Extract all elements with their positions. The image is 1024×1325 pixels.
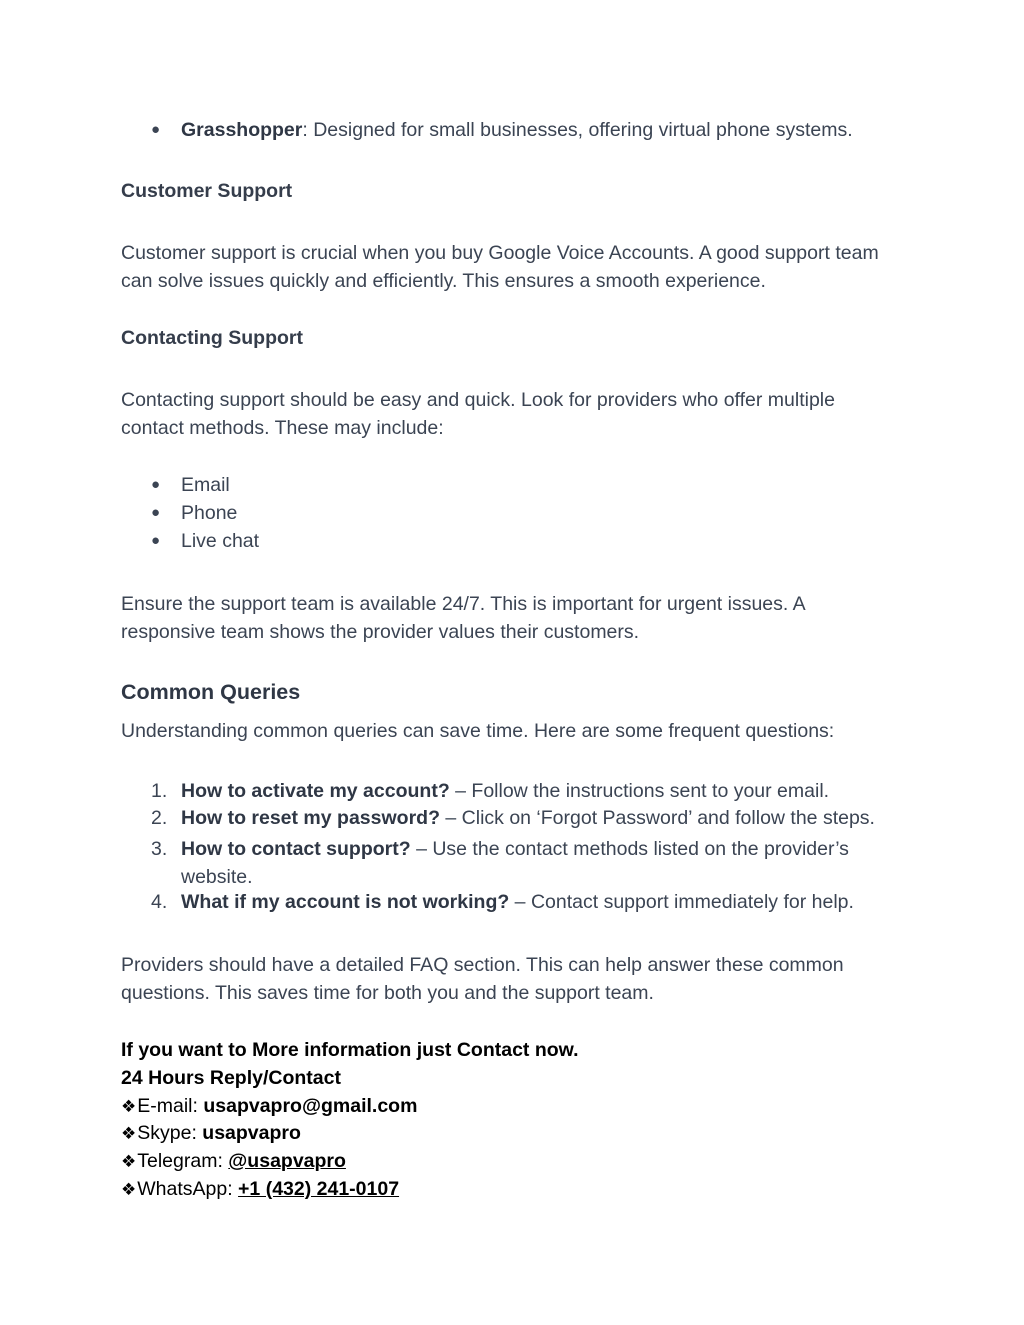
contact-hours: 24 Hours Reply/Contact: [121, 1067, 341, 1089]
telegram-link[interactable]: @usapvapro: [228, 1150, 346, 1172]
query-question: What if my account is not working?: [181, 891, 510, 913]
list-item: [151, 474, 230, 497]
diamond-bullet-icon: ❖: [121, 1152, 137, 1172]
list-item: [151, 807, 875, 830]
contact-method-email: Email: [181, 474, 230, 496]
bullet-text: : Designed for small businesses, offering virtual phone systems.: [302, 119, 853, 141]
list-number: 3.: [151, 838, 168, 860]
section-heading-customer-support: Customer Support: [121, 180, 293, 202]
diamond-bullet-icon: ❖: [121, 1124, 137, 1144]
skype-label: Skype:: [137, 1122, 203, 1144]
query-answer: – Click on ‘Forgot Password’ and follow the steps.: [439, 807, 875, 829]
list-number: 2.: [151, 807, 168, 829]
query-answer: – Use the contact methods listed on the provider’s website.: [181, 838, 849, 888]
contact-method-live-chat: Live chat: [181, 530, 260, 552]
list-item: [151, 502, 237, 525]
bullet-icon: ●: [151, 476, 161, 493]
contact-whatsapp-row: [121, 1178, 399, 1201]
section-heading-common-queries: Common Queries: [121, 680, 301, 704]
bullet-icon: ●: [151, 532, 161, 549]
list-number: 4.: [151, 891, 168, 913]
whatsapp-label: WhatsApp:: [137, 1178, 239, 1200]
skype-value: usapvapro: [202, 1122, 301, 1144]
contact-skype-row: [121, 1122, 301, 1145]
contact-email-row: [121, 1095, 417, 1118]
bullet-icon: ●: [151, 121, 161, 138]
list-item: [151, 780, 829, 803]
contacting-support-paragraph: Contacting support should be easy and quick. Look for providers who offer multiple contact methods. These may include:: [121, 389, 835, 439]
query-answer: – Contact support immediately for help.: [509, 891, 854, 913]
faq-paragraph: Providers should have a detailed FAQ section. This can help answer these common questions. This saves time for both you and the support team.: [121, 954, 844, 1004]
list-item: [151, 835, 871, 891]
customer-support-paragraph: Customer support is crucial when you buy Google Voice Accounts. A good support team can solve issues quickly and efficiently. This ensures a smooth experience.: [121, 242, 879, 292]
query-answer: – Follow the instructions sent to your email.: [449, 780, 830, 802]
telegram-label: Telegram:: [137, 1150, 229, 1172]
list-number: 1.: [151, 780, 168, 802]
bullet-term: Grasshopper: [181, 119, 303, 141]
diamond-bullet-icon: ❖: [121, 1097, 137, 1117]
query-question: How to reset my password?: [181, 807, 440, 829]
query-question: How to activate my account?: [181, 780, 450, 802]
list-item: [151, 119, 853, 142]
section-heading-contacting-support: Contacting Support: [121, 327, 303, 349]
email-label: E-mail:: [137, 1095, 204, 1117]
list-item: [151, 530, 259, 553]
contact-callout: If you want to More information just Contact now.: [121, 1039, 579, 1061]
availability-paragraph: Ensure the support team is available 24/7. This is important for urgent issues. A responsive team shows the provider values their customers.: [121, 593, 805, 643]
common-queries-intro: Understanding common queries can save time. Here are some frequent questions:: [121, 720, 835, 742]
diamond-bullet-icon: ❖: [121, 1180, 137, 1200]
contact-method-phone: Phone: [181, 502, 238, 524]
bullet-icon: ●: [151, 504, 161, 521]
query-question: How to contact support?: [181, 838, 411, 860]
contact-telegram-row: [121, 1150, 346, 1173]
email-value: usapvapro@gmail.com: [203, 1095, 418, 1117]
list-item: [151, 891, 854, 914]
whatsapp-link[interactable]: +1 (432) 241-0107: [238, 1178, 400, 1200]
